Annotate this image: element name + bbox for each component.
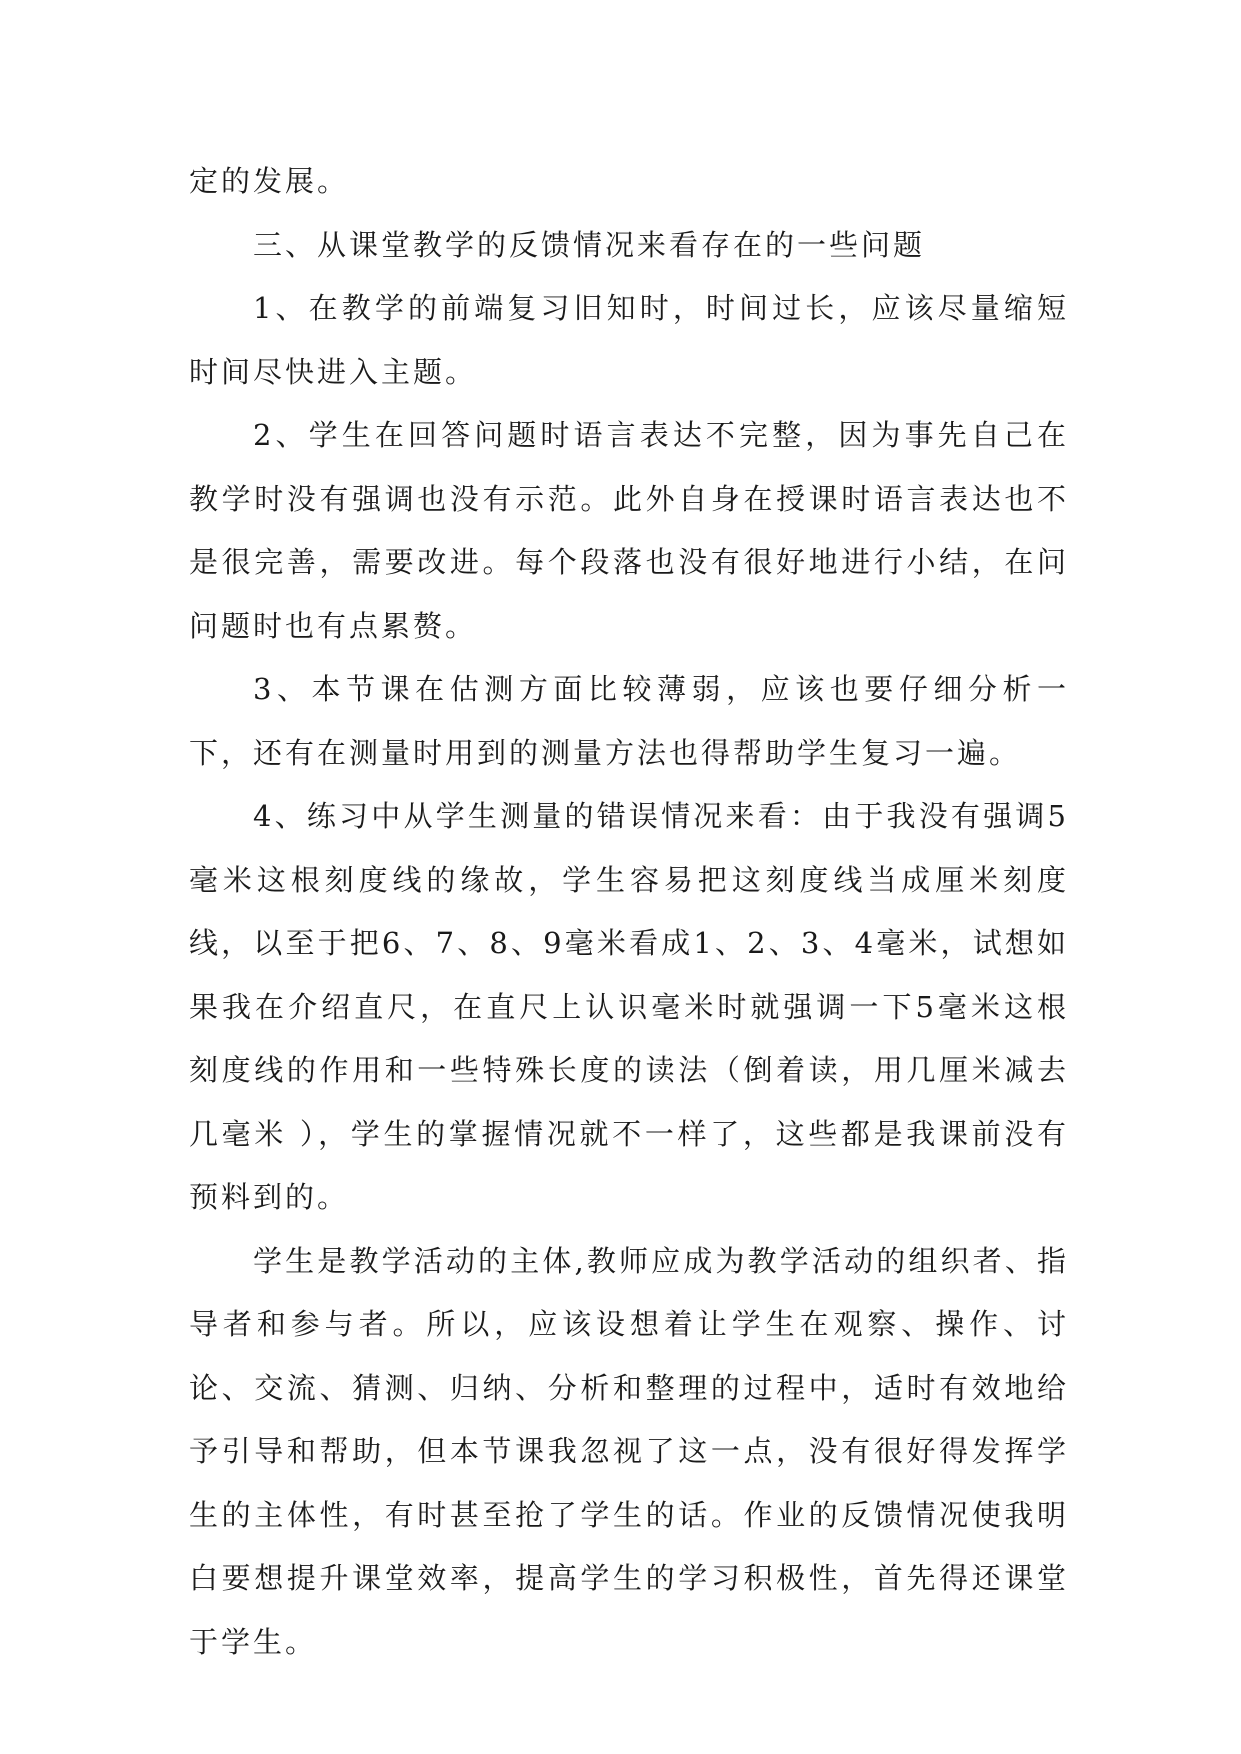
paragraph-item-1: 1、在教学的前端复习旧知时，时间过长，应该尽量缩短时间尽快进入主题。 bbox=[189, 291, 1069, 389]
paragraph-conclusion: 学生是教学活动的主体,教师应成为教学活动的组织者、指导者和参与者。所以，应该设想着让学生在观察、操作、讨论、交流、猜测、归纳、分析和整理的过程中，适时有效地给予引导和帮助，但本节课我忽视了这一点，没有很好得发挥学生的主体性，有时甚至抢了学生的话。作业的反馈情况使我明白要想提升课堂效率，提高学生的学习积极性，首先得还课堂于学生。 bbox=[189, 1243, 1069, 1659]
paragraph-item-2: 2、学生在回答问题时语言表达不完整，因为事先自己在教学时没有强调也没有示范。此外自身在授课时语言表达也不是很完善，需要改进。每个段落也没有很好地进行小结，在问问题时也有点累赘。 bbox=[189, 418, 1069, 643]
paragraph-item-3: 3、本节课在估测方面比较薄弱，应该也要仔细分析一下，还有在测量时用到的测量方法也得帮助学生复习一遍。 bbox=[189, 672, 1069, 770]
document-body bbox=[189, 150, 1069, 1674]
section-heading: 三、从课堂教学的反馈情况来看存在的一些问题 bbox=[253, 227, 926, 262]
paragraph-item-4: 4、练习中从学生测量的错误情况来看：由于我没有强调5毫米这根刻度线的缘故，学生容易把这刻度线当成厘米刻度线，以至于把6、7、8、9毫米看成1、2、3、4毫米，试想如果我在介绍直尺，在直尺上认识毫米时就强调一下5毫米这根刻度线的作用和一些特殊长度的读法（倒着读，用几厘米减去几毫米 ），学生的掌握情况就不一样了，这些都是我课前没有预料到的。 bbox=[189, 799, 1069, 1214]
paragraph-continuation: 定的发展。 bbox=[189, 164, 350, 198]
